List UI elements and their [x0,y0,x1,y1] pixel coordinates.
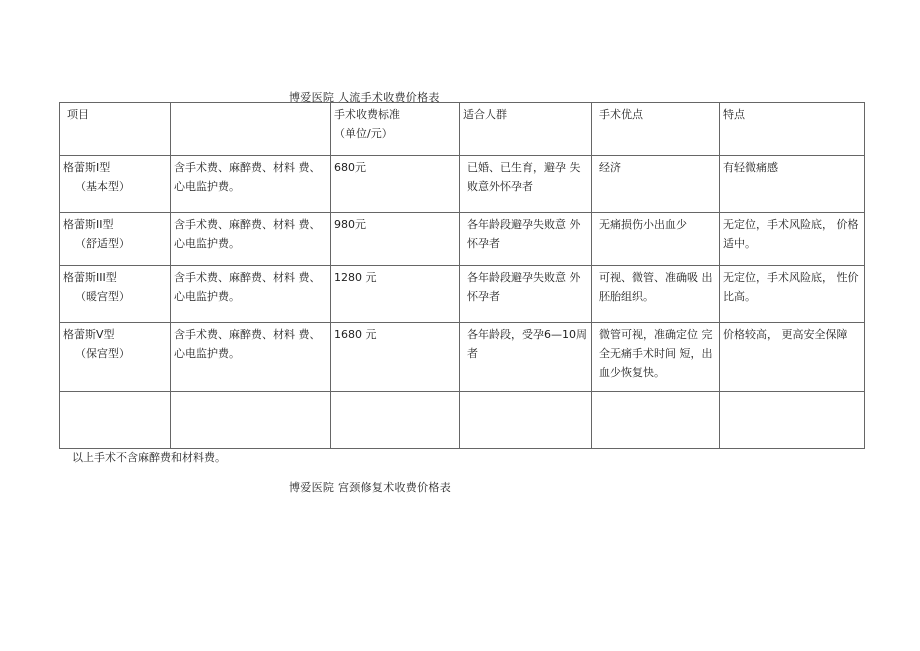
row-name-cell [60,266,171,323]
row-advantage: 可视、微管、准确吸 出胚胎组织。 [592,266,720,323]
empty-row [60,392,865,449]
row-target: 各年龄段，受孕6—10周者 [460,323,592,392]
row-feature: 无定位，手术风险底， 性价比高。 [720,266,865,323]
row-name: 格蕾斯V型 [63,328,115,341]
row-type: （基本型） [75,180,130,193]
row-name-cell [60,323,171,392]
row-target: 各年龄段避孕失败意 外怀孕者 [460,266,592,323]
header-blank [171,103,331,156]
header-fee-line1: 手术收费标准 [334,108,400,121]
table-title: 博爱医院 人流手术收费价格表 [289,91,440,104]
row-type: （保宫型） [75,347,130,360]
row-includes: 含手术费、麻醉费、材料 费、心电监护费。 [171,323,331,392]
row-target: 已婚、已生育，避孕 失败意外怀孕者 [460,156,592,213]
header-target: 适合人群 [460,103,592,156]
row-advantage: 微管可视，准确定位 完全无痛手术时间 短，出血少恢复快。 [592,323,720,392]
header-fee-line2: （单位/元） [334,127,393,140]
row-target: 各年龄段避孕失败意 外怀孕者 [460,213,592,266]
row-type: （舒适型） [75,237,130,250]
empty-cell [592,392,720,449]
row-feature: 有轻微痛感 [720,156,865,213]
row-includes: 含手术费、麻醉费、材料 费、心电监护费。 [171,213,331,266]
empty-cell [60,392,171,449]
row-name: 格蕾斯II型 [63,218,114,231]
header-advantage: 手术优点 [592,103,720,156]
row-name-cell [60,213,171,266]
second-table-title: 博爱医院 宫颈修复术收费价格表 [289,481,451,494]
price-table [59,102,865,449]
row-price: 680元 [331,156,460,213]
empty-cell [460,392,592,449]
row-advantage: 经济 [592,156,720,213]
table-row [60,266,865,323]
empty-cell [171,392,331,449]
row-name: 格蕾斯III型 [63,271,117,284]
footnote: 以上手术不含麻醉费和材料费。 [72,451,226,464]
row-advantage: 无痛损伤小出血少 [592,213,720,266]
row-includes: 含手术费、麻醉费、材料 费、心电监护费。 [171,266,331,323]
row-type: （暖宫型） [75,290,130,303]
table-row [60,323,865,392]
row-feature: 无定位，手术风险底， 价格适中。 [720,213,865,266]
row-feature: 价格较高， 更高安全保障 [720,323,865,392]
table-row [60,156,865,213]
table-row [60,213,865,266]
header-feature: 特点 [720,103,865,156]
header-fee [331,103,460,156]
row-name: 格蕾斯I型 [63,161,111,174]
row-price: 1280 元 [331,266,460,323]
row-includes: 含手术费、麻醉费、材料 费、心电监护费。 [171,156,331,213]
empty-cell [720,392,865,449]
row-price: 980元 [331,213,460,266]
header-row [60,103,865,156]
row-price: 1680 元 [331,323,460,392]
empty-cell [331,392,460,449]
row-name-cell [60,156,171,213]
header-item: 项目 [60,103,171,156]
